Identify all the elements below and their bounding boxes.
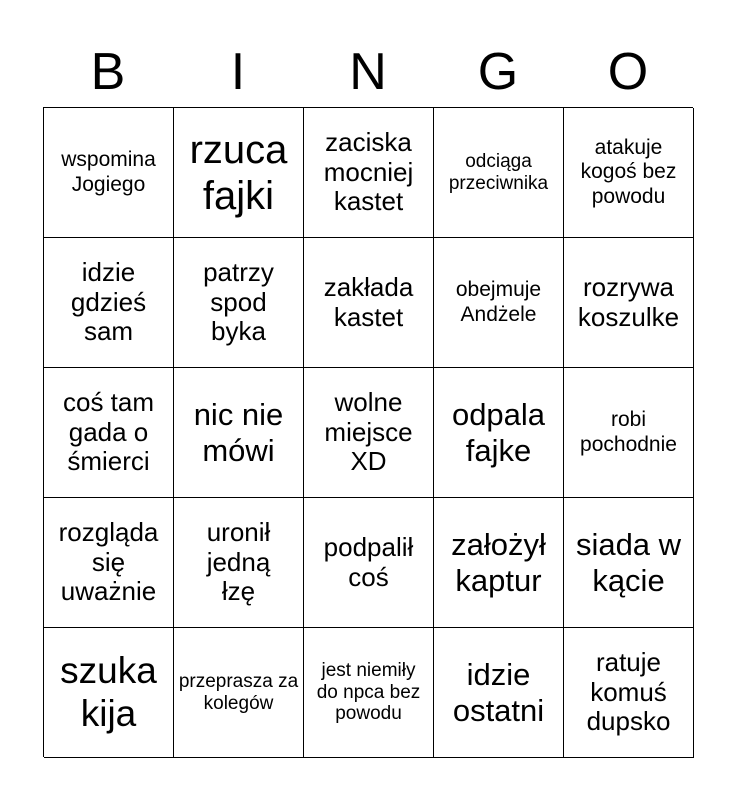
cell-text: idzie gdzieś sam [70, 256, 147, 347]
cell-text: rozgląda się uważnie [58, 516, 159, 607]
cell-text: idzie ostatni [452, 656, 545, 728]
bingo-cell[interactable] [44, 238, 174, 368]
bingo-cell[interactable] [174, 628, 304, 758]
bingo-cell[interactable] [434, 238, 564, 368]
cell-text: zakłada kastet [323, 271, 414, 332]
bingo-cell[interactable] [564, 108, 694, 238]
bingo-cell[interactable] [304, 238, 434, 368]
cell-text: ratuje komuś dupsko [586, 646, 671, 737]
cell-text: nic nie mówi [193, 396, 284, 468]
bingo-cell[interactable] [174, 498, 304, 628]
cell-text: zaciska mocniej kastet [323, 126, 414, 217]
bingo-cell[interactable] [564, 628, 694, 758]
cell-text: uronił jedną łzę [206, 516, 271, 607]
cell-text: odciąga przeciwnika [448, 150, 549, 194]
bingo-cell[interactable] [564, 238, 694, 368]
cell-text: obejmuje Andżele [455, 278, 542, 326]
bingo-cell[interactable] [304, 498, 434, 628]
cell-text: coś tam gada o śmierci [62, 386, 155, 477]
bingo-cell[interactable] [44, 628, 174, 758]
cell-text: robi pochodnie [580, 408, 677, 456]
cell-text: atakuje kogoś bez powodu [580, 136, 677, 208]
cell-text: rzuca fajki [189, 127, 288, 218]
bingo-cell[interactable] [434, 368, 564, 498]
bingo-cell[interactable] [564, 498, 694, 628]
cell-text: założył kaptur [451, 526, 546, 598]
cell-text: siada w kącie [575, 526, 682, 598]
bingo-cell[interactable] [174, 238, 304, 368]
bingo-cell[interactable] [434, 108, 564, 238]
cell-text: rozrywa koszulke [577, 271, 680, 332]
header-letter-o: O [607, 43, 649, 101]
cell-text: jest niemiły do npca bez powodu [316, 659, 421, 725]
bingo-cell[interactable] [44, 368, 174, 498]
cell-text: patrzy spod byka [203, 256, 274, 347]
header-letter-g: G [477, 43, 519, 101]
header-letter-i: I [230, 43, 246, 101]
bingo-cell[interactable] [174, 108, 304, 238]
bingo-cell[interactable] [434, 498, 564, 628]
bingo-header [43, 36, 693, 108]
bingo-cell[interactable] [564, 368, 694, 498]
cell-text: przeprasza za kolegów [178, 670, 299, 714]
cell-text: wolne miejsce XD [324, 386, 413, 477]
bingo-board [43, 107, 693, 757]
bingo-cell[interactable] [304, 628, 434, 758]
header-letter-n: N [349, 43, 387, 101]
bingo-cell[interactable] [434, 628, 564, 758]
bingo-cell[interactable] [44, 498, 174, 628]
bingo-cell[interactable] [304, 108, 434, 238]
cell-text: podpalił coś [323, 531, 414, 592]
cell-text: wspomina Jogiego [61, 148, 156, 196]
bingo-cell[interactable] [174, 368, 304, 498]
bingo-cell[interactable] [44, 108, 174, 238]
bingo-cell[interactable] [304, 368, 434, 498]
cell-text: szuka kija [60, 649, 157, 734]
header-letter-b: B [90, 43, 126, 101]
cell-text: odpala fajke [451, 396, 546, 468]
